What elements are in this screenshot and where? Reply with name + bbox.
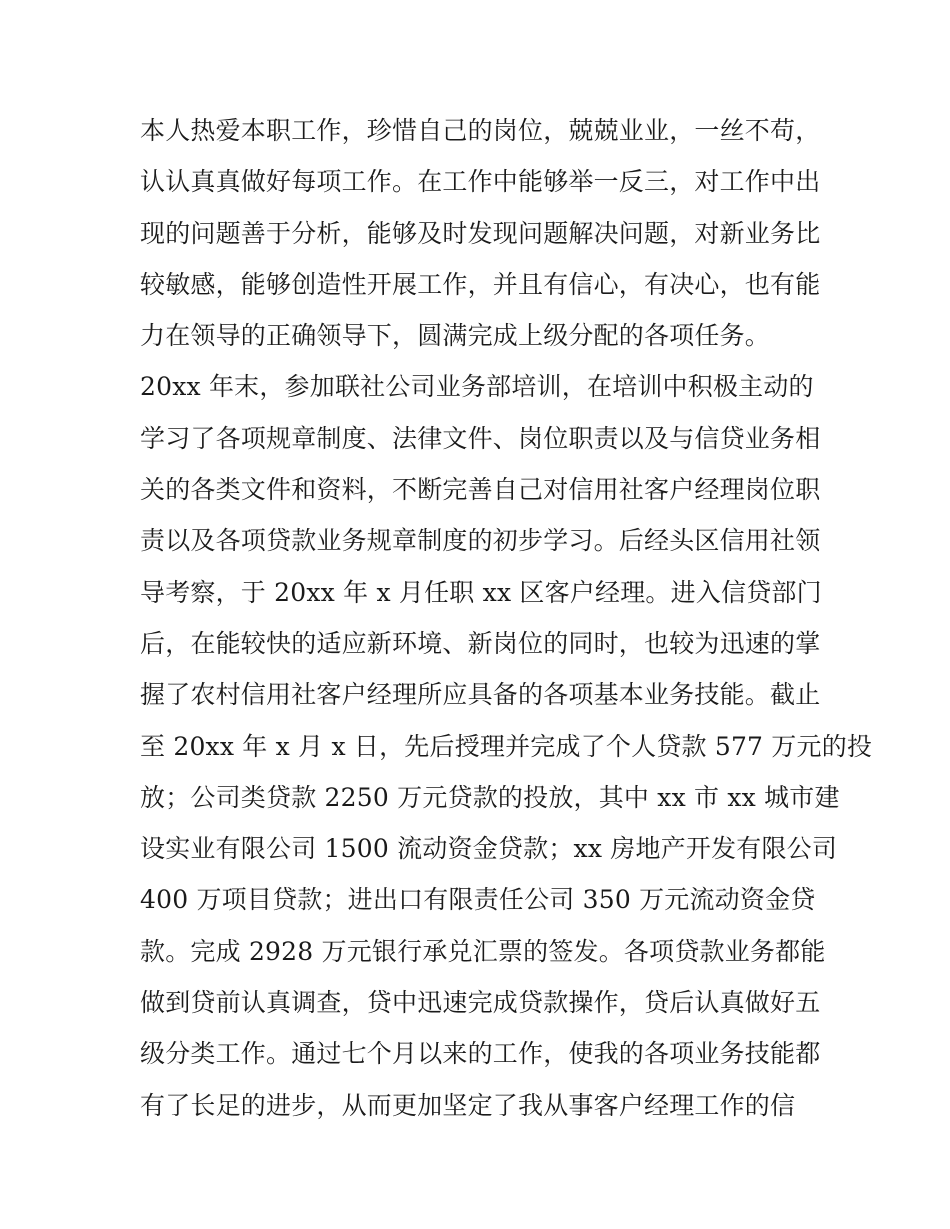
text-line: 至 20xx 年 x 月 x 日，先后授理并完成了个人贷款 577 万元的投	[140, 731, 873, 761]
text-line: 设实业有限公司 1500 流动资金贷款；xx 房地产开发有限公司	[140, 834, 838, 864]
text-line: 关的各类文件和资料，不断完善自己对信用社客户经理岗位职	[140, 475, 821, 505]
text-line: 现的问题善于分析，能够及时发现问题解决问题，对新业务比	[140, 218, 821, 248]
text-line: 学习了各项规章制度、法律文件、岗位职责以及与信贷业务相	[140, 423, 821, 453]
text-line: 有了长足的进步，从而更加坚定了我从事客户经理工作的信	[140, 1090, 796, 1120]
text-line: 做到贷前认真调查，贷中迅速完成贷款操作，贷后认真做好五	[140, 988, 821, 1018]
text-line: 导考察，于 20xx 年 x 月任职 xx 区客户经理。进入信贷部门	[140, 577, 822, 607]
text-line: 20xx 年末，参加联社公司业务部培训，在培训中积极主动的	[140, 372, 814, 402]
text-line: 握了农村信用社客户经理所应具备的各项基本业务技能。截止	[140, 680, 821, 710]
text-line: 力在领导的正确领导下，圆满完成上级分配的各项任务。	[140, 321, 771, 351]
text-line: 后，在能较快的适应新环境、新岗位的同时，也较为迅速的掌	[140, 628, 821, 658]
text-line: 认认真真做好每项工作。在工作中能够举一反三，对工作中出	[140, 167, 821, 197]
text-line: 款。完成 2928 万元银行承兑汇票的签发。各项贷款业务都能	[140, 936, 826, 966]
text-line: 放；公司类贷款 2250 万元贷款的投放，其中 xx 市 xx 城市建	[140, 782, 840, 812]
text-line: 责以及各项贷款业务规章制度的初步学习。后经头区信用社领	[140, 526, 821, 556]
body-text	[140, 105, 873, 1131]
text-line: 400 万项目贷款；进出口有限责任公司 350 万元流动资金贷	[140, 885, 816, 915]
text-line: 本人热爱本职工作，珍惜自己的岗位，兢兢业业，一丝不苟，	[140, 116, 821, 145]
text-line: 级分类工作。通过七个月以来的工作，使我的各项业务技能都	[140, 1039, 821, 1069]
text-line: 较敏感，能够创造性开展工作，并且有信心，有决心，也有能	[140, 269, 821, 299]
